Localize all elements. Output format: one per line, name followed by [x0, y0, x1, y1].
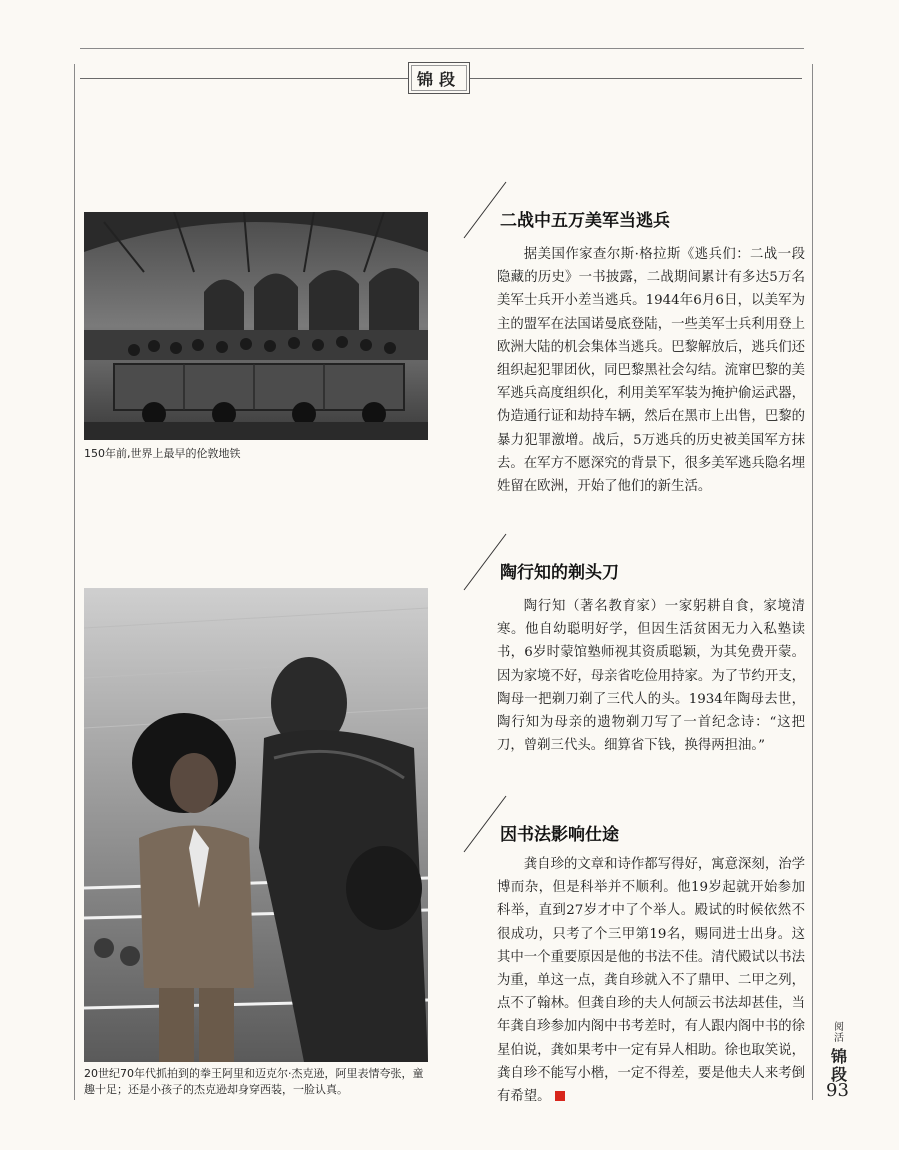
section-header: 锦段	[408, 62, 470, 94]
header-rule-right	[470, 78, 802, 79]
article-title-1: 二战中五万美军当逃兵	[500, 211, 670, 231]
sidebar-label	[826, 1022, 852, 1084]
end-mark-icon	[555, 1091, 565, 1101]
sidebar-big-text: 锦段	[830, 1047, 847, 1084]
photo-caption-2: 20世纪70年代抓拍到的拳王阿里和迈克尔·杰克逊，阿里表情夸张，童趣十足；还是小孩子的杰克逊却身穿西装，一脸认真。	[84, 1067, 424, 1096]
article-title-2: 陶行知的剃头刀	[500, 563, 619, 583]
header-rule-left	[80, 78, 408, 79]
article-body-1: 据美国作家查尔斯·格拉斯《逃兵们：二战一段隐藏的历史》一书披露，二战期间累计有多达5万名美军士兵开小差当逃兵。1944年6月6日，以美军为主的盟军在法国诺曼底登陆，一些美军士兵利用登上欧洲大陆的机会集体当逃兵。巴黎解放后，逃兵们还组织起犯罪团伙，同巴黎黑社会勾结。流窜巴黎的美军逃兵高度组织化，利用美军军装为掩护偷运武器，伪造通行证和劫持车辆，然后在黑市上出售，巴黎的暴力犯罪激增。战后，5万逃兵的历史被美国军方抹去。在军方不愿深究的背景下，很多美军逃兵隐名埋姓留在欧洲，开始了他们的新生活。	[497, 247, 805, 495]
article-body-3-container	[497, 853, 805, 1108]
page-number: 93	[826, 1080, 849, 1101]
photo-ali-jackson	[84, 588, 428, 1062]
right-frame-line	[812, 64, 813, 1100]
sidebar-small-text: 阅活	[834, 1022, 844, 1044]
left-frame-line	[74, 64, 75, 1100]
article-title-3: 因书法影响仕途	[500, 825, 619, 845]
article-body-2: 陶行知（著名教育家）一家躬耕自食，家境清寒。他自幼聪明好学，但因生活贫困无力入私塾读书，6岁时蒙馆塾师视其资质聪颖，为其免费开蒙。因为家境不好，母亲省吃俭用持家。为了节约开支，陶母一把剃刀剃了三代人的头。1934年陶母去世，陶行知为母亲的遗物剃刀写了一首纪念诗：“这把刀，曾剃三代头。细算省下钱，换得两担油。”	[497, 599, 805, 754]
top-rule	[80, 48, 804, 49]
article-body-3: 龚自珍的文章和诗作都写得好，寓意深刻，治学博而杂，但是科举并不顺利。他19岁起就开始参加科举，直到27岁才中了个举人。殿试的时候依然不很成功，只考了个三甲第19名，赐同进士出身。这其中一个重要原因是他的书法不佳。清代殿试以书法为重，单这一点，龚自珍就入不了鼎甲、二甲之列，点不了翰林。但龚自珍的夫人何颉云书法却甚佳，当年龚自珍参加内阁中书考差时，有人跟内阁中书的徐星伯说，龚如果考中一定有异人相助。徐也取笑说，龚自珍不能写小楷，一定不得差，要是他夫人来考倒有希望。	[497, 857, 805, 1105]
photo-caption-1: 150年前,世界上最早的伦敦地铁	[84, 447, 241, 460]
photo-london-underground	[84, 212, 428, 440]
